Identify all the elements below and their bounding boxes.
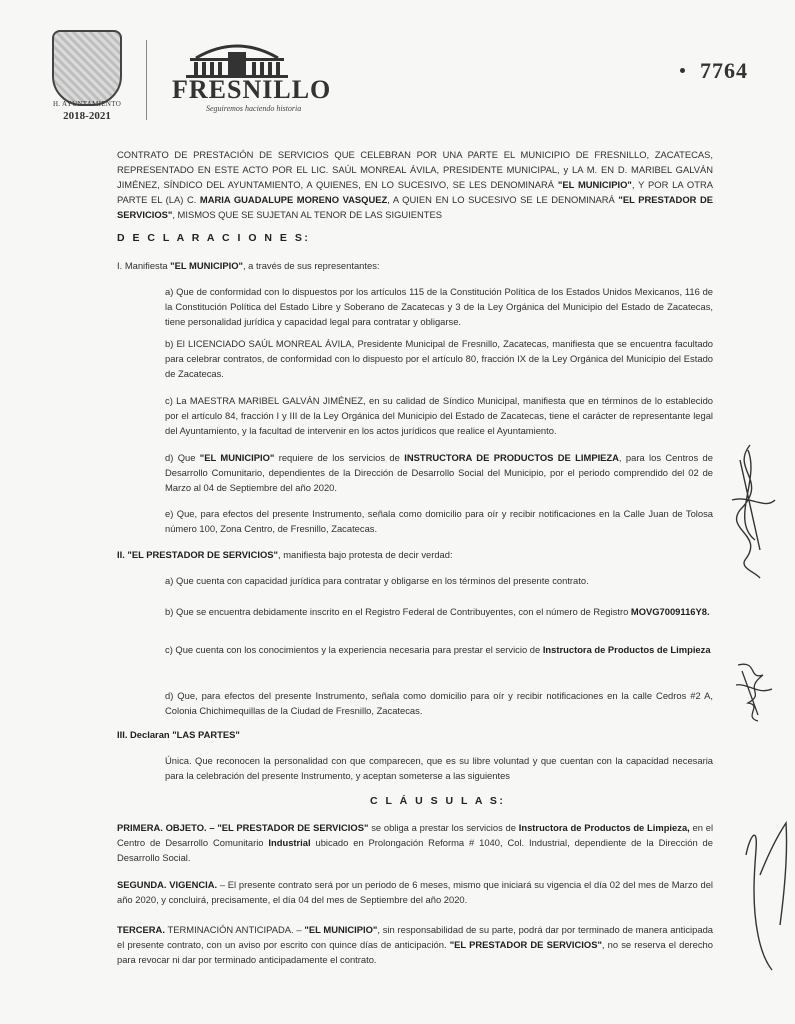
clause-primera: PRIMERA. OBJETO. – "EL PRESTADOR DE SERVICIOS" se obliga a prestar los servicios de Instructora de Productos de Limpieza, en el Centro de Desarrollo Comunitario Industrial ubicado en Prolongación Reforma # 1040, Col. Industrial, dependiente de la Dirección de Desarrollo Social. <box>117 822 714 863</box>
section-1-heading: I. Manifiesta "EL MUNICIPIO", a través de sus representantes: <box>117 260 380 271</box>
section-3-heading: III. Declaran "LAS PARTES" <box>117 729 240 740</box>
declaration-1e: e) Que, para efectos del presente Instrumento, señala como domicilio para oír y recibir notificaciones en la Calle Juan de Tolosa número 100, Zona Centro, de Fresnillo, Zacatecas. <box>165 508 713 534</box>
declaration-2d: d) Que, para efectos del presente Instrumento, señala como domicilio para oír y recibir notificaciones en la calle Cedros #2 A, Colonia Chichimequillas de la Ciudad de Fresnillo, Zacatecas. <box>165 690 713 716</box>
declaration-2b: b) Que se encuentra debidamente inscrito en el Registro Federal de Contribuyentes, con el número de Registro MOVG7009116Y8. <box>165 606 710 617</box>
declaration-1a: a) Que de conformidad con lo dispuestos por los artículos 115 de la Constitución Política de los Estados Unidos Mexicanos, 116 de la Constitución Política del Estado Libre y Soberano de Zacatecas y 3 de la Ley Orgánica del Municipio del Estado de Zacatecas, tiene personalidad jurídica y capacidad legal para contratar y obligarse. <box>165 286 713 327</box>
declaration-1c: c) La MAESTRA MARIBEL GALVÁN JIMÉNEZ, en su calidad de Síndico Municipal, manifiesta que en términos de lo establecido por el artículo 84, fracción I y III de la Ley Orgánica del Municipio del Estado de Zacatecas, tiene el carácter de representante legal del Ayuntamiento, y la facultad de intervenir en los actos jurídicos que realice el Ayuntamiento. <box>165 395 713 436</box>
city-skyline-logo-icon <box>182 36 292 78</box>
clause-segunda: SEGUNDA. VIGENCIA. – El presente contrato será por un periodo de 6 meses, mismo que iniciará su vigencia el día 02 del mes de Marzo del año 2020, y concluirá, precisamente, el día 04 del mes de Septiembre del año 2020. <box>117 879 713 905</box>
declaration-1b: b) El LICENCIADO SAÚL MONREAL ÁVILA, Presidente Municipal de Fresnillo, Zacatecas, manifiesta que se encuentra facultado para celebrar contratos, de conformidad con lo dispuesto por el artículo 80, fracción IX de la Ley Orgánica del Municipio del Estado de Zacatecas. <box>165 338 713 379</box>
declaration-1d: d) Que "EL MUNICIPIO" requiere de los servicios de INSTRUCTORA DE PRODUCTOS DE LIMPIEZA, para los Centros de Desarrollo Comunitario, dependientes de la Dirección de Desarrollo Social del Municipio, por el periodo comprendido del 02 de Marzo al 04 de Septiembre del año 2020. <box>165 452 713 493</box>
seal-caption: H. AYUNTAMIENTO <box>52 100 122 108</box>
declaration-3-unica: Única. Que reconocen la personalidad con que comparecen, que es su libre voluntad y que cuentan con la capacidad necesaria para la celebración del presente Instrumento, y aceptan someterse a las siguientes <box>165 755 713 781</box>
municipal-seal-icon <box>52 30 122 106</box>
brand-slogan: Seguiremos haciendo historia <box>206 104 302 113</box>
seal-years: 2018-2021 <box>63 110 111 122</box>
document-number: 7764 <box>700 58 748 83</box>
margin-signature-1-icon <box>720 440 780 580</box>
declaration-2a: a) Que cuenta con capacidad jurídica para contratar y obligarse en los términos del presente contrato. <box>165 575 589 586</box>
declaraciones-heading: D E C L A R A C I O N E S: <box>117 232 311 244</box>
header-divider <box>146 40 147 120</box>
declaration-2c: c) Que cuenta con los conocimientos y la experiencia necesaria para prestar el servicio de Instructora de Productos de Limpieza <box>165 644 711 655</box>
bullet-dot <box>680 68 685 73</box>
section-2-heading: II. "EL PRESTADOR DE SERVICIOS", manifiesta bajo protesta de decir verdad: <box>117 549 453 560</box>
brand-name: FRESNILLO <box>172 75 332 104</box>
margin-initials-icon <box>728 655 776 725</box>
clause-tercera: TERCERA. TERMINACIÓN ANTICIPADA. – "EL MUNICIPIO", sin responsabilidad de su parte, podrá dar por terminado de manera anticipada el presente contrato, con un aviso por escrito con quince días de anticipación. "EL PRESTADOR DE SERVICIOS", no se reserva el derecho para revocar ni dar por terminado anticipadamente el contrato. <box>117 924 713 965</box>
clausulas-heading: C L Á U S U L A S: <box>370 795 506 807</box>
intro-paragraph: CONTRATO DE PRESTACIÓN DE SERVICIOS QUE CELEBRAN POR UNA PARTE EL MUNICIPIO DE FRESNILLO, ZACATECAS, REPRESENTADO EN ESTE ACTO POR EL LIC. SAÚL MONREAL ÁVILA, PRESIDENTE MUNICIPAL, y LA M. EN D. MARIBEL GALVÁN JIMÉNEZ, SÍNDICO DEL AYUNTAMIENTO, A QUIENES, EN LO SUCESIVO, SE LES DENOMINARÁ "EL MUNICIPIO", Y POR LA OTRA PARTE EL (LA) C. MARIA GUADALUPE MORENO VASQUEZ, A QUIEN EN LO SUCESIVO SE LE DENOMINARÁ "EL PRESTADOR DE SERVICIOS", MISMOS QUE SE SUJETAN AL TENOR DE LAS SIGUIENTES <box>117 149 713 220</box>
margin-signature-2-icon <box>738 815 793 975</box>
